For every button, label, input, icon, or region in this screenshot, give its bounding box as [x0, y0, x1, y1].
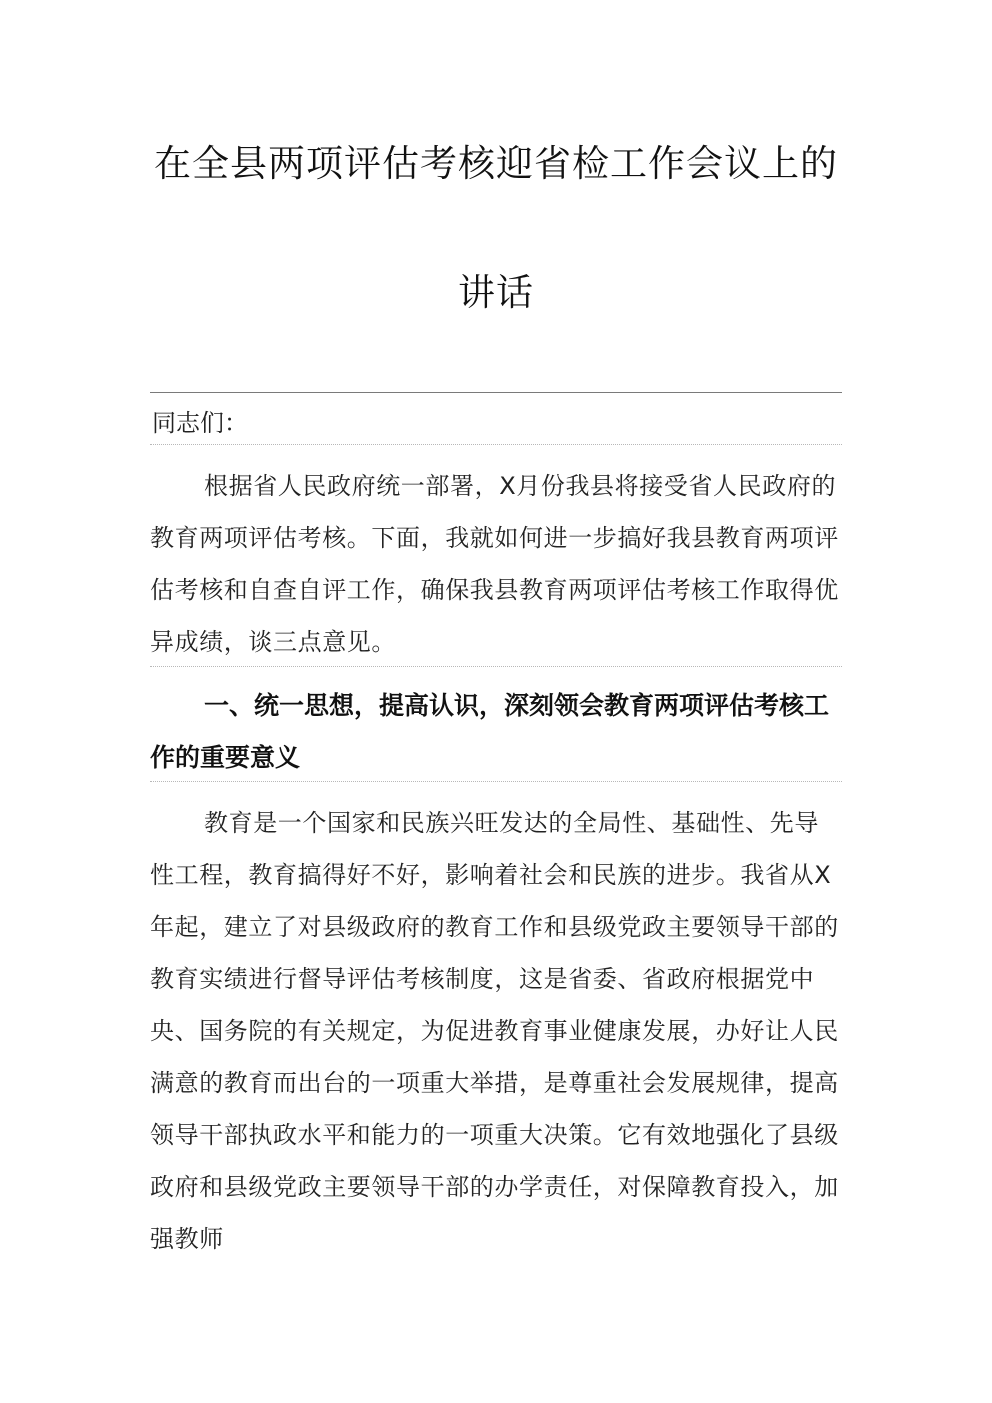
greeting: 同志们：	[152, 409, 248, 437]
dotted-divider	[150, 666, 842, 667]
dotted-divider	[150, 781, 842, 782]
dotted-divider	[150, 444, 842, 445]
paragraph-section-1: 教育是一个国家和民族兴旺发达的全局性、基础性、先导性工程，教育搞得好不好，影响着社会和民族的进步。我省从X年起，建立了对县级政府的教育工作和县级党政主要领导干部的教育实绩进行督导评估考核制度，这是省委、省政府根据党中央、国务院的有关规定，为促进教育事业健康发展，办好让人民满意的教育而出台的一项重大举措，是尊重社会发展规律，提高领导干部执政水平和能力的一项重大决策。它有效地强化了县级政府和县级党政主要领导干部的办学责任，对保障教育投入，加强教师	[150, 809, 839, 1253]
document-title-line-2: 讲话	[458, 271, 534, 314]
paragraph-intro: 根据省人民政府统一部署，X月份我县将接受省人民政府的教育两项评估考核。下面，我就如何进一步搞好我县教育两项评估考核和自查自评工作，确保我县教育两项评估考核工作取得优异成绩，谈三点意见。	[150, 472, 839, 656]
header-divider	[150, 392, 842, 393]
document-title-line-1: 在全县两项评估考核迎省检工作会议上的	[154, 142, 838, 185]
section-heading-1: 一、统一思想，提高认识，深刻领会教育两项评估考核工作的重要意义	[150, 691, 830, 772]
